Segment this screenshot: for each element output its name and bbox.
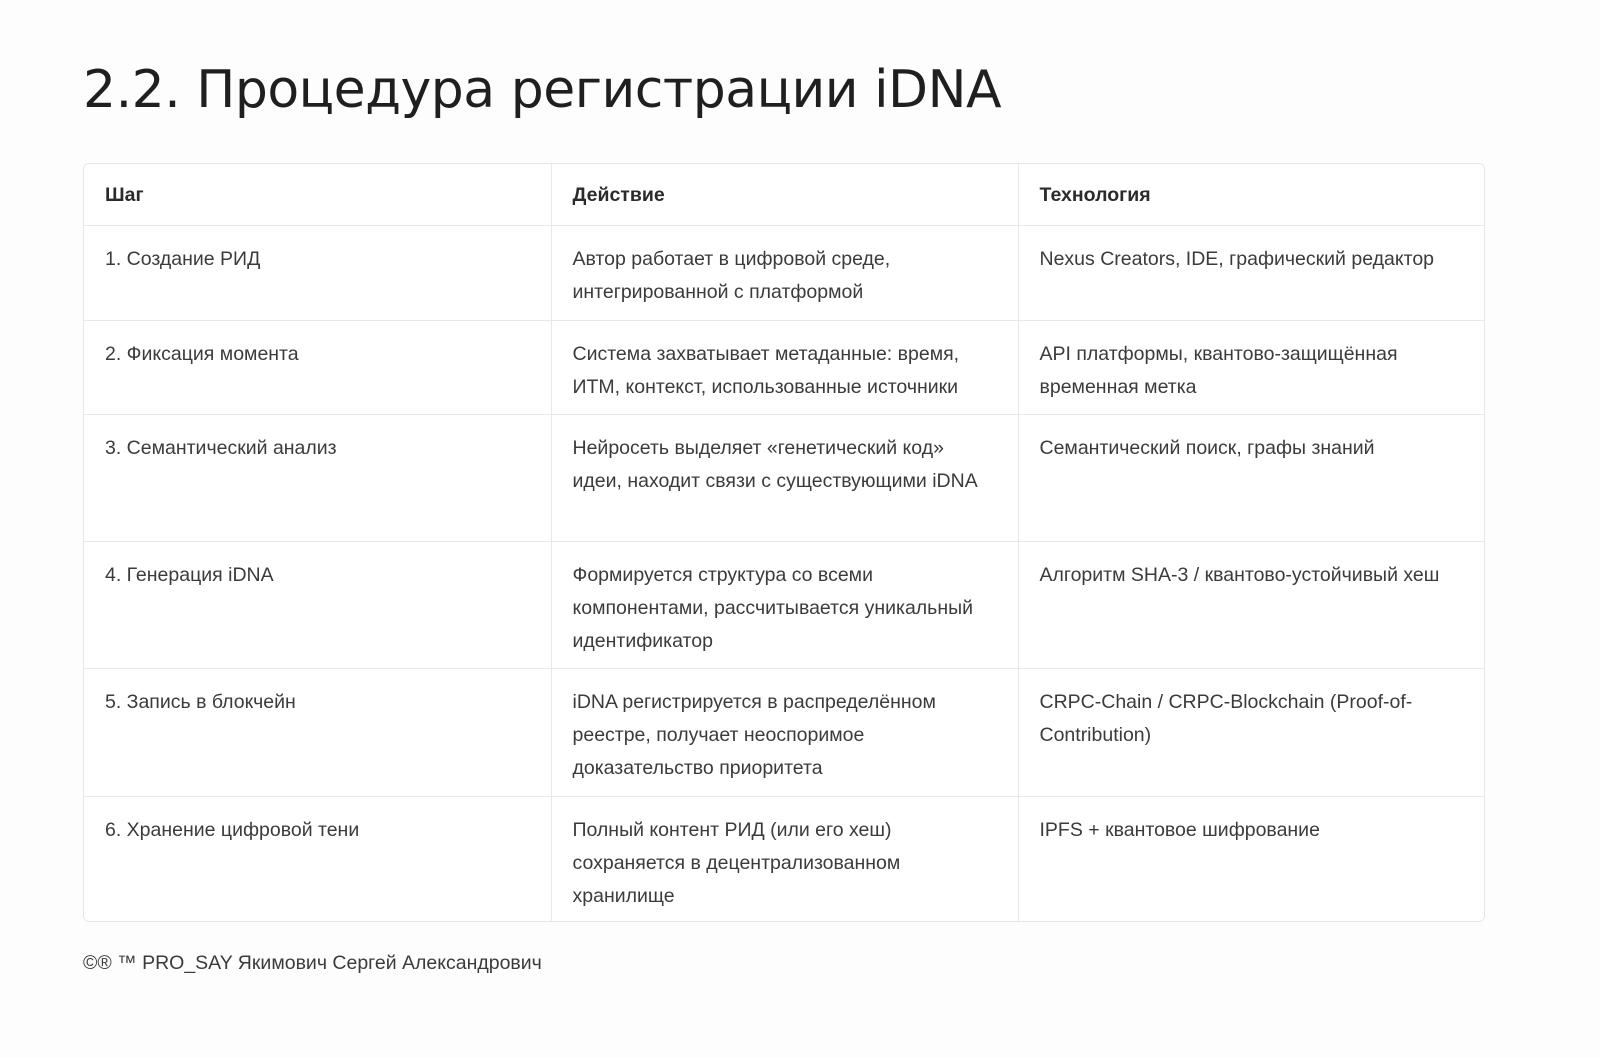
cell-technology: CRPC-Chain / CRPC-Blockchain (Proof-of-Contribution): [1018, 668, 1484, 796]
table-row: [84, 414, 1484, 541]
column-header-step: Шаг: [84, 164, 551, 225]
cell-step: 3. Семантический анализ: [84, 414, 551, 541]
column-header-action: Действие: [551, 164, 1018, 225]
table-row: [84, 541, 1484, 668]
cell-technology: IPFS + квантовое шифрование: [1039, 818, 1320, 841]
table-header-row: [84, 164, 1484, 225]
cell-step: 2. Фиксация момента: [84, 320, 551, 414]
table-row: [84, 320, 1484, 414]
column-header-technology: Технология: [1018, 164, 1484, 225]
table-row: [84, 668, 1484, 796]
cell-step: 1. Создание РИД: [84, 225, 551, 320]
cell-action: iDNA регистрируется в распределённом реестре, получает неоспоримое доказательство приоритета: [551, 668, 1018, 796]
cell-technology: Алгоритм SHA-3 / квантово-устойчивый хеш: [1018, 541, 1484, 668]
table-header: [84, 164, 1484, 225]
cell-step: 6. Хранение цифровой тени: [84, 796, 551, 922]
cell-action: Формируется структура со всеми компонентами, рассчитывается уникальный идентификатор: [551, 541, 1018, 668]
cell-technology: API платформы, квантово-защищённая временная метка: [1018, 320, 1484, 414]
table-body: [84, 225, 1484, 922]
table-row: [84, 225, 1484, 320]
cell-step: 4. Генерация iDNA: [84, 541, 551, 668]
table-row: [84, 796, 1484, 922]
copyright-footer: ©® ™ PRO_SAY Якимович Сергей Александрович: [83, 952, 542, 974]
cell-action: Полный контент РИД (или его хеш) сохраняется в децентрализованном хранилище: [551, 796, 1018, 922]
page-title: 2.2. Процедура регистрации iDNA: [83, 60, 1002, 120]
cell-step: 5. Запись в блокчейн: [84, 668, 551, 796]
cell-action: Нейросеть выделяет «генетический код» идеи, находит связи с существующими iDNA: [551, 414, 1018, 541]
cell-action: Система захватывает метаданные: время, ИТМ, контекст, использованные источники: [551, 320, 1018, 414]
table: [84, 164, 1484, 922]
registration-procedure-table: [83, 163, 1485, 922]
cell-technology: Семантический поиск, графы знаний: [1018, 414, 1484, 541]
cell-technology: Nexus Creators, IDE, графический редактор: [1018, 225, 1484, 320]
cell-action: Автор работает в цифровой среде, интегрированной с платформой: [551, 225, 1018, 320]
